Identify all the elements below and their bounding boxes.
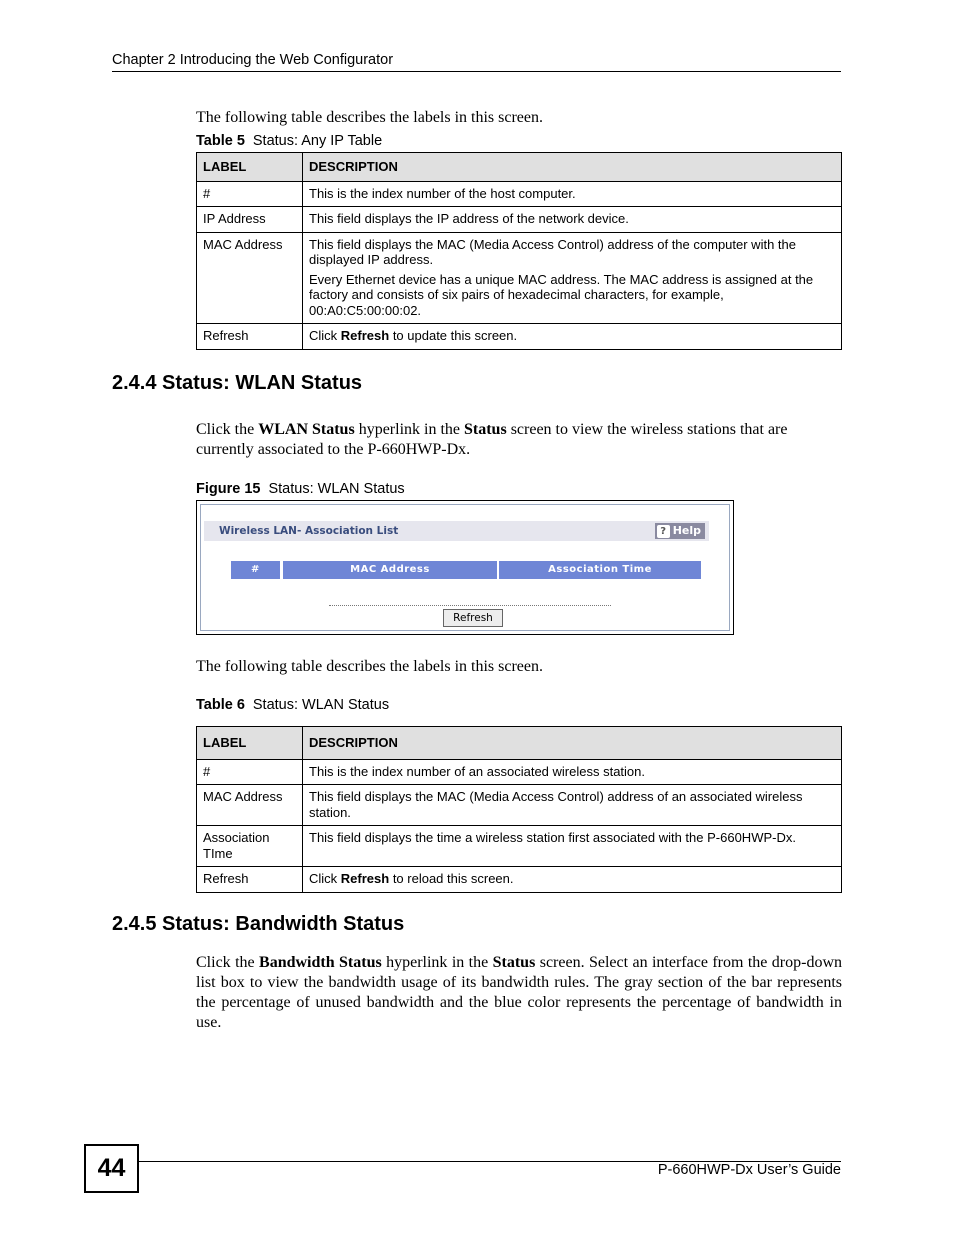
row-description-p1: This field displays the MAC (Media Access Control) address of the computer with the displayed IP address. (309, 236, 796, 267)
table6-caption (196, 697, 389, 713)
desc-bold: Refresh (340, 328, 390, 343)
table-row (197, 324, 842, 350)
row-description: This is the index number of the host computer. (303, 181, 842, 207)
description-header: DESCRIPTION (303, 727, 842, 760)
para-bold: Status (464, 421, 507, 438)
row-description: This is the index number of an associated wireless station. (303, 759, 842, 785)
row-label: Refresh (197, 867, 303, 893)
para-bold: Bandwidth Status (259, 954, 382, 971)
column-header-index: # (231, 561, 280, 579)
para-text: Click the (196, 421, 259, 438)
row-description (303, 232, 842, 324)
table6 (196, 726, 842, 893)
table5-title: Status: Any IP Table (252, 133, 383, 149)
para-text: hyperlink in the (354, 421, 464, 438)
description-header: DESCRIPTION (303, 153, 842, 182)
row-label: MAC Address (197, 232, 303, 324)
table5 (196, 152, 842, 350)
para-bold: Status (492, 954, 536, 971)
row-label: MAC Address (197, 785, 303, 826)
table6-number: Table 6 (196, 697, 245, 713)
help-icon: ? (657, 525, 670, 538)
table-row (197, 181, 842, 207)
label-header: LABEL (197, 153, 303, 182)
para-text: screen to view the wireless stations that are currently associated to the P-660HWP-Dx. (196, 421, 788, 458)
figure15-caption (196, 481, 405, 497)
section-heading-2-4-5: 2.4.5 Status: Bandwidth Status (112, 913, 405, 935)
para-text: screen. Select an interface from the drop-down list box to view the bandwidth usage of its bandwidth rules. The gray section of the bar represents the percentage of unused bandwidth and the blue color represents the percentage of bandwidth in use. (196, 954, 842, 1031)
figure15-title: Status: WLAN Status (268, 481, 405, 497)
section-heading-2-4-4: 2.4.4 Status: WLAN Status (112, 372, 363, 394)
figure15-screenshot (196, 500, 734, 635)
figure15-number: Figure 15 (196, 481, 261, 497)
para-text: Click the (196, 954, 260, 971)
chapter-header: Chapter 2 Introducing the Web Configurator (112, 52, 394, 68)
dotted-divider (329, 605, 611, 606)
desc-text: to reload this screen. (389, 871, 514, 886)
desc-text: Click (309, 871, 341, 886)
guide-title: P-660HWP-Dx User’s Guide (657, 1162, 841, 1178)
table-row (197, 232, 842, 324)
table-row (197, 785, 842, 826)
table-row (197, 759, 842, 785)
desc-bold: Refresh (340, 871, 390, 886)
para-text: hyperlink in the (381, 954, 493, 971)
desc-text: to update this screen. (389, 328, 518, 343)
column-header-association-time: Association Time (499, 561, 701, 579)
row-label: # (197, 181, 303, 207)
refresh-button[interactable]: Refresh (443, 609, 503, 627)
row-description-p2: Every Ethernet device has a unique MAC address. The MAC address is assigned at the factory and consists of six pairs of hexadecimal characters, for example, 00:A0:C5:00:00:02. (309, 271, 814, 318)
label-header: LABEL (197, 727, 303, 760)
row-description: This field displays the time a wireless station first associated with the P-660HWP-Dx. (303, 826, 842, 867)
table5-number: Table 5 (196, 133, 245, 149)
row-label: IP Address (197, 207, 303, 233)
table-header-row (197, 727, 842, 760)
table6-title: Status: WLAN Status (252, 697, 390, 713)
association-list-title-bar (204, 521, 709, 541)
row-label: Association TIme (197, 826, 303, 867)
section-2-4-4-paragraph (196, 420, 842, 460)
row-label: # (197, 759, 303, 785)
desc-text: Click (309, 328, 341, 343)
row-description (303, 324, 842, 350)
row-description: This field displays the IP address of the network device. (303, 207, 842, 233)
intro-paragraph: The following table describes the labels in this screen. (196, 109, 544, 126)
page-number: 44 (84, 1144, 139, 1193)
help-label: Help (672, 524, 701, 537)
table-row (197, 867, 842, 893)
table5-caption (196, 133, 382, 149)
row-description (303, 867, 842, 893)
table-row (197, 207, 842, 233)
help-button[interactable] (655, 523, 705, 539)
para-bold: WLAN Status (258, 421, 355, 438)
association-list-title: Wireless LAN- Association List (219, 525, 399, 537)
figure-panel (200, 504, 730, 631)
column-header-mac-address: MAC Address (283, 561, 497, 579)
header-rule (112, 71, 841, 72)
table-header-row (197, 153, 842, 182)
intro-paragraph-2: The following table describes the labels in this screen. (196, 658, 544, 675)
table-row (197, 826, 842, 867)
row-label: Refresh (197, 324, 303, 350)
section-2-4-5-paragraph (196, 953, 842, 1033)
row-description: This field displays the MAC (Media Access Control) address of an associated wireless station. (303, 785, 842, 826)
